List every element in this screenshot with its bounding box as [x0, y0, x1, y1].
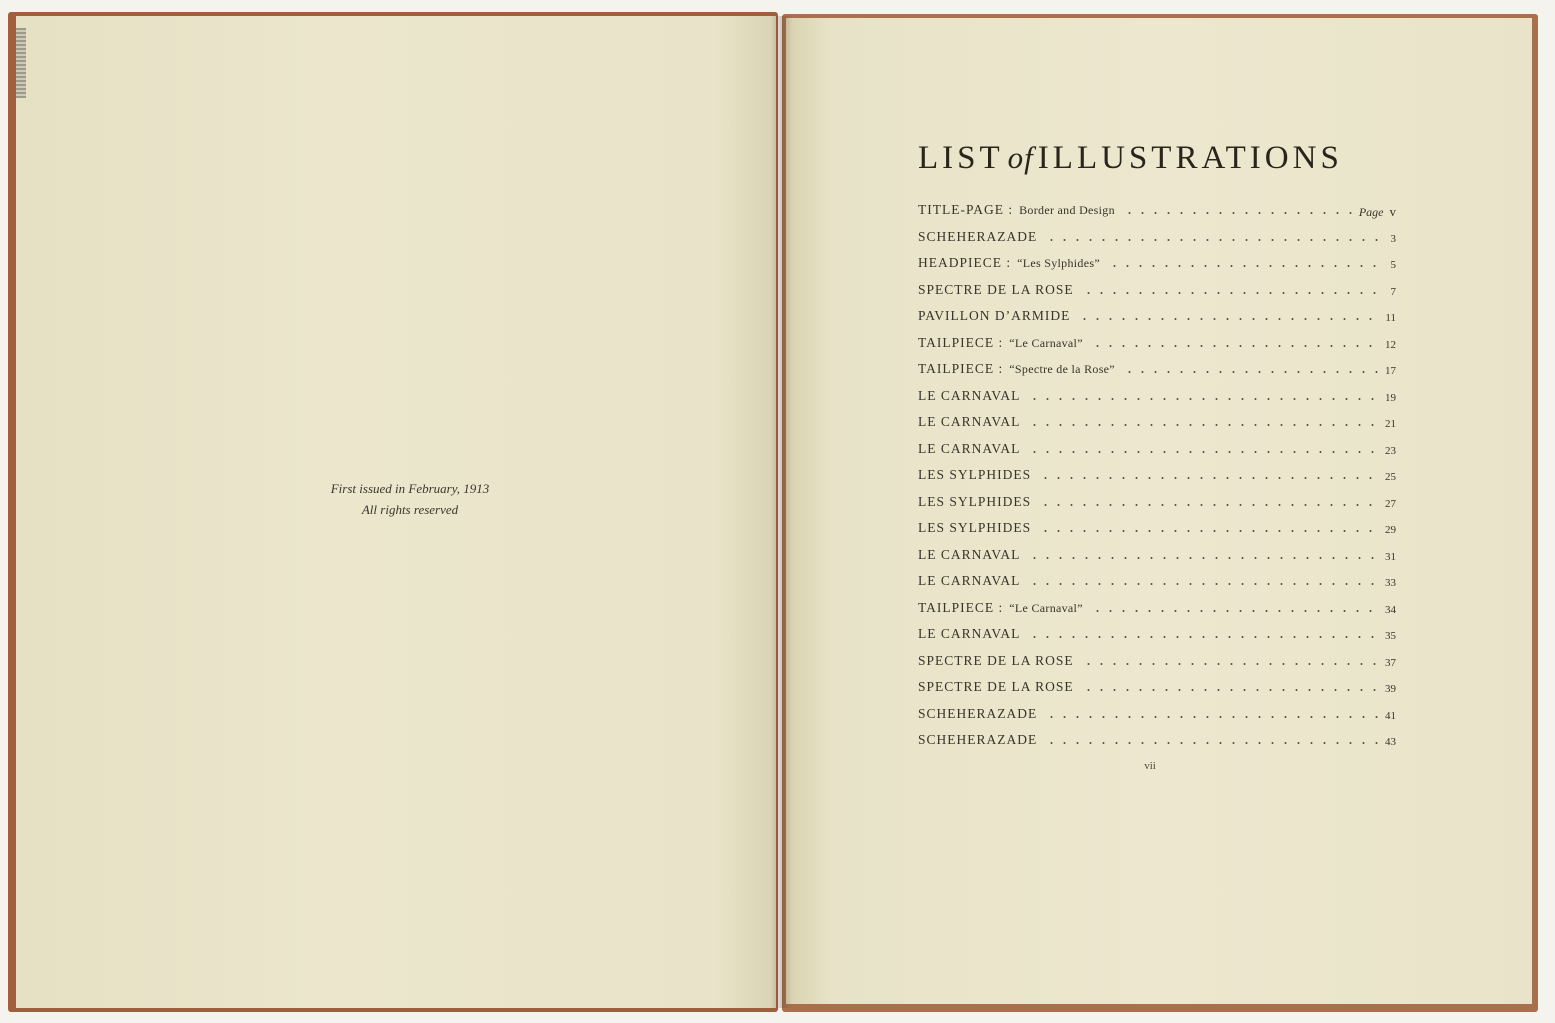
- page-number: 3: [1390, 232, 1396, 245]
- list-item-page: [1385, 358, 1396, 385]
- list-item: [918, 303, 1400, 330]
- list-item-page: [1359, 199, 1396, 226]
- list-item-title: LES SYLPHIDES: [918, 493, 1032, 509]
- page-number: 37: [1385, 656, 1396, 669]
- title-of: of: [1007, 140, 1034, 175]
- list-item: [918, 727, 1400, 754]
- page-title: [918, 140, 1408, 177]
- page-number: 29: [1385, 524, 1396, 536]
- list-item-title: LES SYLPHIDES: [918, 467, 1032, 482]
- dot-leader: [1045, 742, 1379, 744]
- list-item-label: [918, 462, 1031, 489]
- list-item: [918, 197, 1400, 224]
- page-number: 17: [1385, 365, 1396, 377]
- list-item-label: [918, 197, 1115, 224]
- dot-leader: [1039, 477, 1379, 479]
- dot-leader: [1082, 663, 1379, 665]
- title-illustrations: ILLUSTRATIONS: [1037, 140, 1343, 176]
- list-item-page: [1385, 676, 1396, 703]
- list-item-title: LE CARNAVAL: [918, 546, 1021, 562]
- list-item-label: [918, 674, 1074, 701]
- list-item-page: [1391, 252, 1397, 279]
- list-item-subtitle: “Les Sylphides”: [1017, 256, 1100, 270]
- page-number: 34: [1385, 603, 1396, 616]
- list-item-page: [1385, 438, 1396, 465]
- list-item-label: [918, 330, 1083, 357]
- title-list: LIST: [918, 140, 1004, 176]
- dot-leader: [1039, 504, 1379, 506]
- spine-gutter: [770, 16, 792, 1008]
- list-item-page: [1385, 411, 1396, 438]
- list-item-page: [1391, 226, 1397, 253]
- list-item: [918, 330, 1400, 357]
- page-number: v: [1389, 204, 1396, 219]
- list-item-title: TAILPIECE :: [918, 599, 1004, 615]
- list-item-title: PAVILLON D’ARMIDE: [918, 308, 1071, 323]
- list-item-subtitle: “Le Carnaval”: [1009, 600, 1083, 615]
- list-item-label: [918, 515, 1031, 542]
- dot-leader: [1123, 371, 1379, 373]
- page-number: 21: [1385, 418, 1396, 430]
- page-number: 19: [1385, 391, 1396, 404]
- list-item-title: TAILPIECE :: [918, 334, 1004, 350]
- list-item-title: SCHEHERAZADE: [918, 228, 1038, 244]
- list-item-label: [918, 542, 1020, 569]
- imprint-rights: All rights reserved: [361, 502, 459, 517]
- page-folio: vii: [1144, 760, 1156, 772]
- list-item-title: HEADPIECE :: [918, 255, 1012, 270]
- list-item-label: [918, 621, 1020, 648]
- list-item-page: [1385, 517, 1396, 544]
- page-number: 33: [1385, 577, 1396, 589]
- page-number: 39: [1385, 683, 1396, 695]
- dot-leader: [1028, 636, 1379, 638]
- list-item-title: LE CARNAVAL: [918, 414, 1021, 429]
- list-item-subtitle: “Le Carnaval”: [1009, 335, 1083, 350]
- list-item-page: [1385, 464, 1396, 491]
- page-word: Page: [1358, 205, 1384, 219]
- list-item: [918, 436, 1400, 463]
- list-item-label: [918, 383, 1020, 410]
- list-item-label: [918, 595, 1083, 622]
- list-item-label: [918, 701, 1037, 728]
- page-number: 12: [1385, 338, 1396, 351]
- dot-leader: [1091, 345, 1379, 347]
- imprint-first-issued: First issued in February, 1913: [330, 481, 490, 496]
- list-item-page: [1385, 491, 1396, 518]
- list-item-page: [1385, 305, 1396, 332]
- dot-leader: [1082, 689, 1379, 691]
- list-item-page: [1385, 729, 1396, 756]
- list-item-label: [918, 356, 1115, 383]
- page-number: 43: [1385, 736, 1396, 748]
- list-item: [918, 383, 1400, 410]
- dot-leader: [1078, 318, 1379, 320]
- list-item: [918, 356, 1400, 383]
- list-item-title: TITLE-PAGE :: [918, 202, 1014, 217]
- page-number: 35: [1385, 630, 1396, 642]
- dot-leader: [1091, 610, 1379, 612]
- list-item-label: [918, 224, 1037, 251]
- list-item-title: SPECTRE DE LA ROSE: [918, 679, 1074, 694]
- list-item-page: [1391, 279, 1397, 306]
- list-item: [918, 674, 1400, 701]
- page-number: 25: [1385, 471, 1396, 483]
- list-item: [918, 568, 1400, 595]
- dot-leader: [1028, 451, 1379, 453]
- list-item-title: SCHEHERAZADE: [918, 705, 1038, 721]
- list-item: [918, 621, 1400, 648]
- list-item: [918, 489, 1400, 516]
- list-item-page: [1385, 650, 1396, 677]
- list-item-label: [918, 277, 1074, 304]
- page-number: 23: [1385, 444, 1396, 457]
- list-item-title: SPECTRE DE LA ROSE: [918, 281, 1074, 297]
- list-item: [918, 250, 1400, 277]
- dot-leader: [1123, 212, 1353, 214]
- dot-leader: [1082, 292, 1384, 294]
- illustrations-list: [918, 197, 1400, 754]
- dot-leader: [1028, 424, 1379, 426]
- list-item-page: [1385, 703, 1396, 730]
- list-item: [918, 542, 1400, 569]
- dot-leader: [1028, 557, 1379, 559]
- list-item-title: LE CARNAVAL: [918, 626, 1021, 641]
- dot-leader: [1108, 265, 1384, 267]
- list-item: [918, 277, 1400, 304]
- list-item-label: [918, 409, 1020, 436]
- list-item-title: LE CARNAVAL: [918, 440, 1021, 456]
- list-item-subtitle: “Spectre de la Rose”: [1009, 362, 1115, 376]
- list-item-page: [1385, 570, 1396, 597]
- page-number: 11: [1385, 312, 1396, 324]
- dot-leader: [1028, 398, 1379, 400]
- list-item: [918, 462, 1400, 489]
- list-item-label: [918, 727, 1037, 754]
- page-number: 5: [1390, 259, 1396, 271]
- dot-leader: [1045, 239, 1384, 241]
- list-item-label: [918, 250, 1100, 277]
- list-item: [918, 648, 1400, 675]
- page-number: 27: [1385, 497, 1396, 510]
- list-item-title: LES SYLPHIDES: [918, 520, 1032, 535]
- list-item-title: SPECTRE DE LA ROSE: [918, 652, 1074, 668]
- binding-tape: [16, 28, 26, 98]
- list-item: [918, 409, 1400, 436]
- list-item-page: [1385, 623, 1396, 650]
- list-item: [918, 515, 1400, 542]
- list-item-subtitle: Border and Design: [1019, 203, 1115, 217]
- list-item-label: [918, 436, 1020, 463]
- page-number: 41: [1385, 709, 1396, 722]
- list-item-page: [1385, 597, 1396, 624]
- list-item-title: LE CARNAVAL: [918, 573, 1021, 588]
- list-item-label: [918, 568, 1020, 595]
- page-number: 7: [1390, 285, 1396, 298]
- list-item-page: [1385, 332, 1396, 359]
- list-item: [918, 701, 1400, 728]
- page-number: 31: [1385, 550, 1396, 563]
- dot-leader: [1028, 583, 1379, 585]
- list-item-label: [918, 648, 1074, 675]
- list-item-page: [1385, 544, 1396, 571]
- dot-leader: [1039, 530, 1379, 532]
- list-item-title: LE CARNAVAL: [918, 387, 1021, 403]
- list-item-page: [1385, 385, 1396, 412]
- list-item: [918, 224, 1400, 251]
- dot-leader: [1045, 716, 1379, 718]
- list-item-title: TAILPIECE :: [918, 361, 1004, 376]
- list-item-label: [918, 303, 1070, 330]
- imprint-notice: [250, 478, 570, 520]
- list-item-title: SCHEHERAZADE: [918, 732, 1038, 747]
- list-item-label: [918, 489, 1031, 516]
- list-item: [918, 595, 1400, 622]
